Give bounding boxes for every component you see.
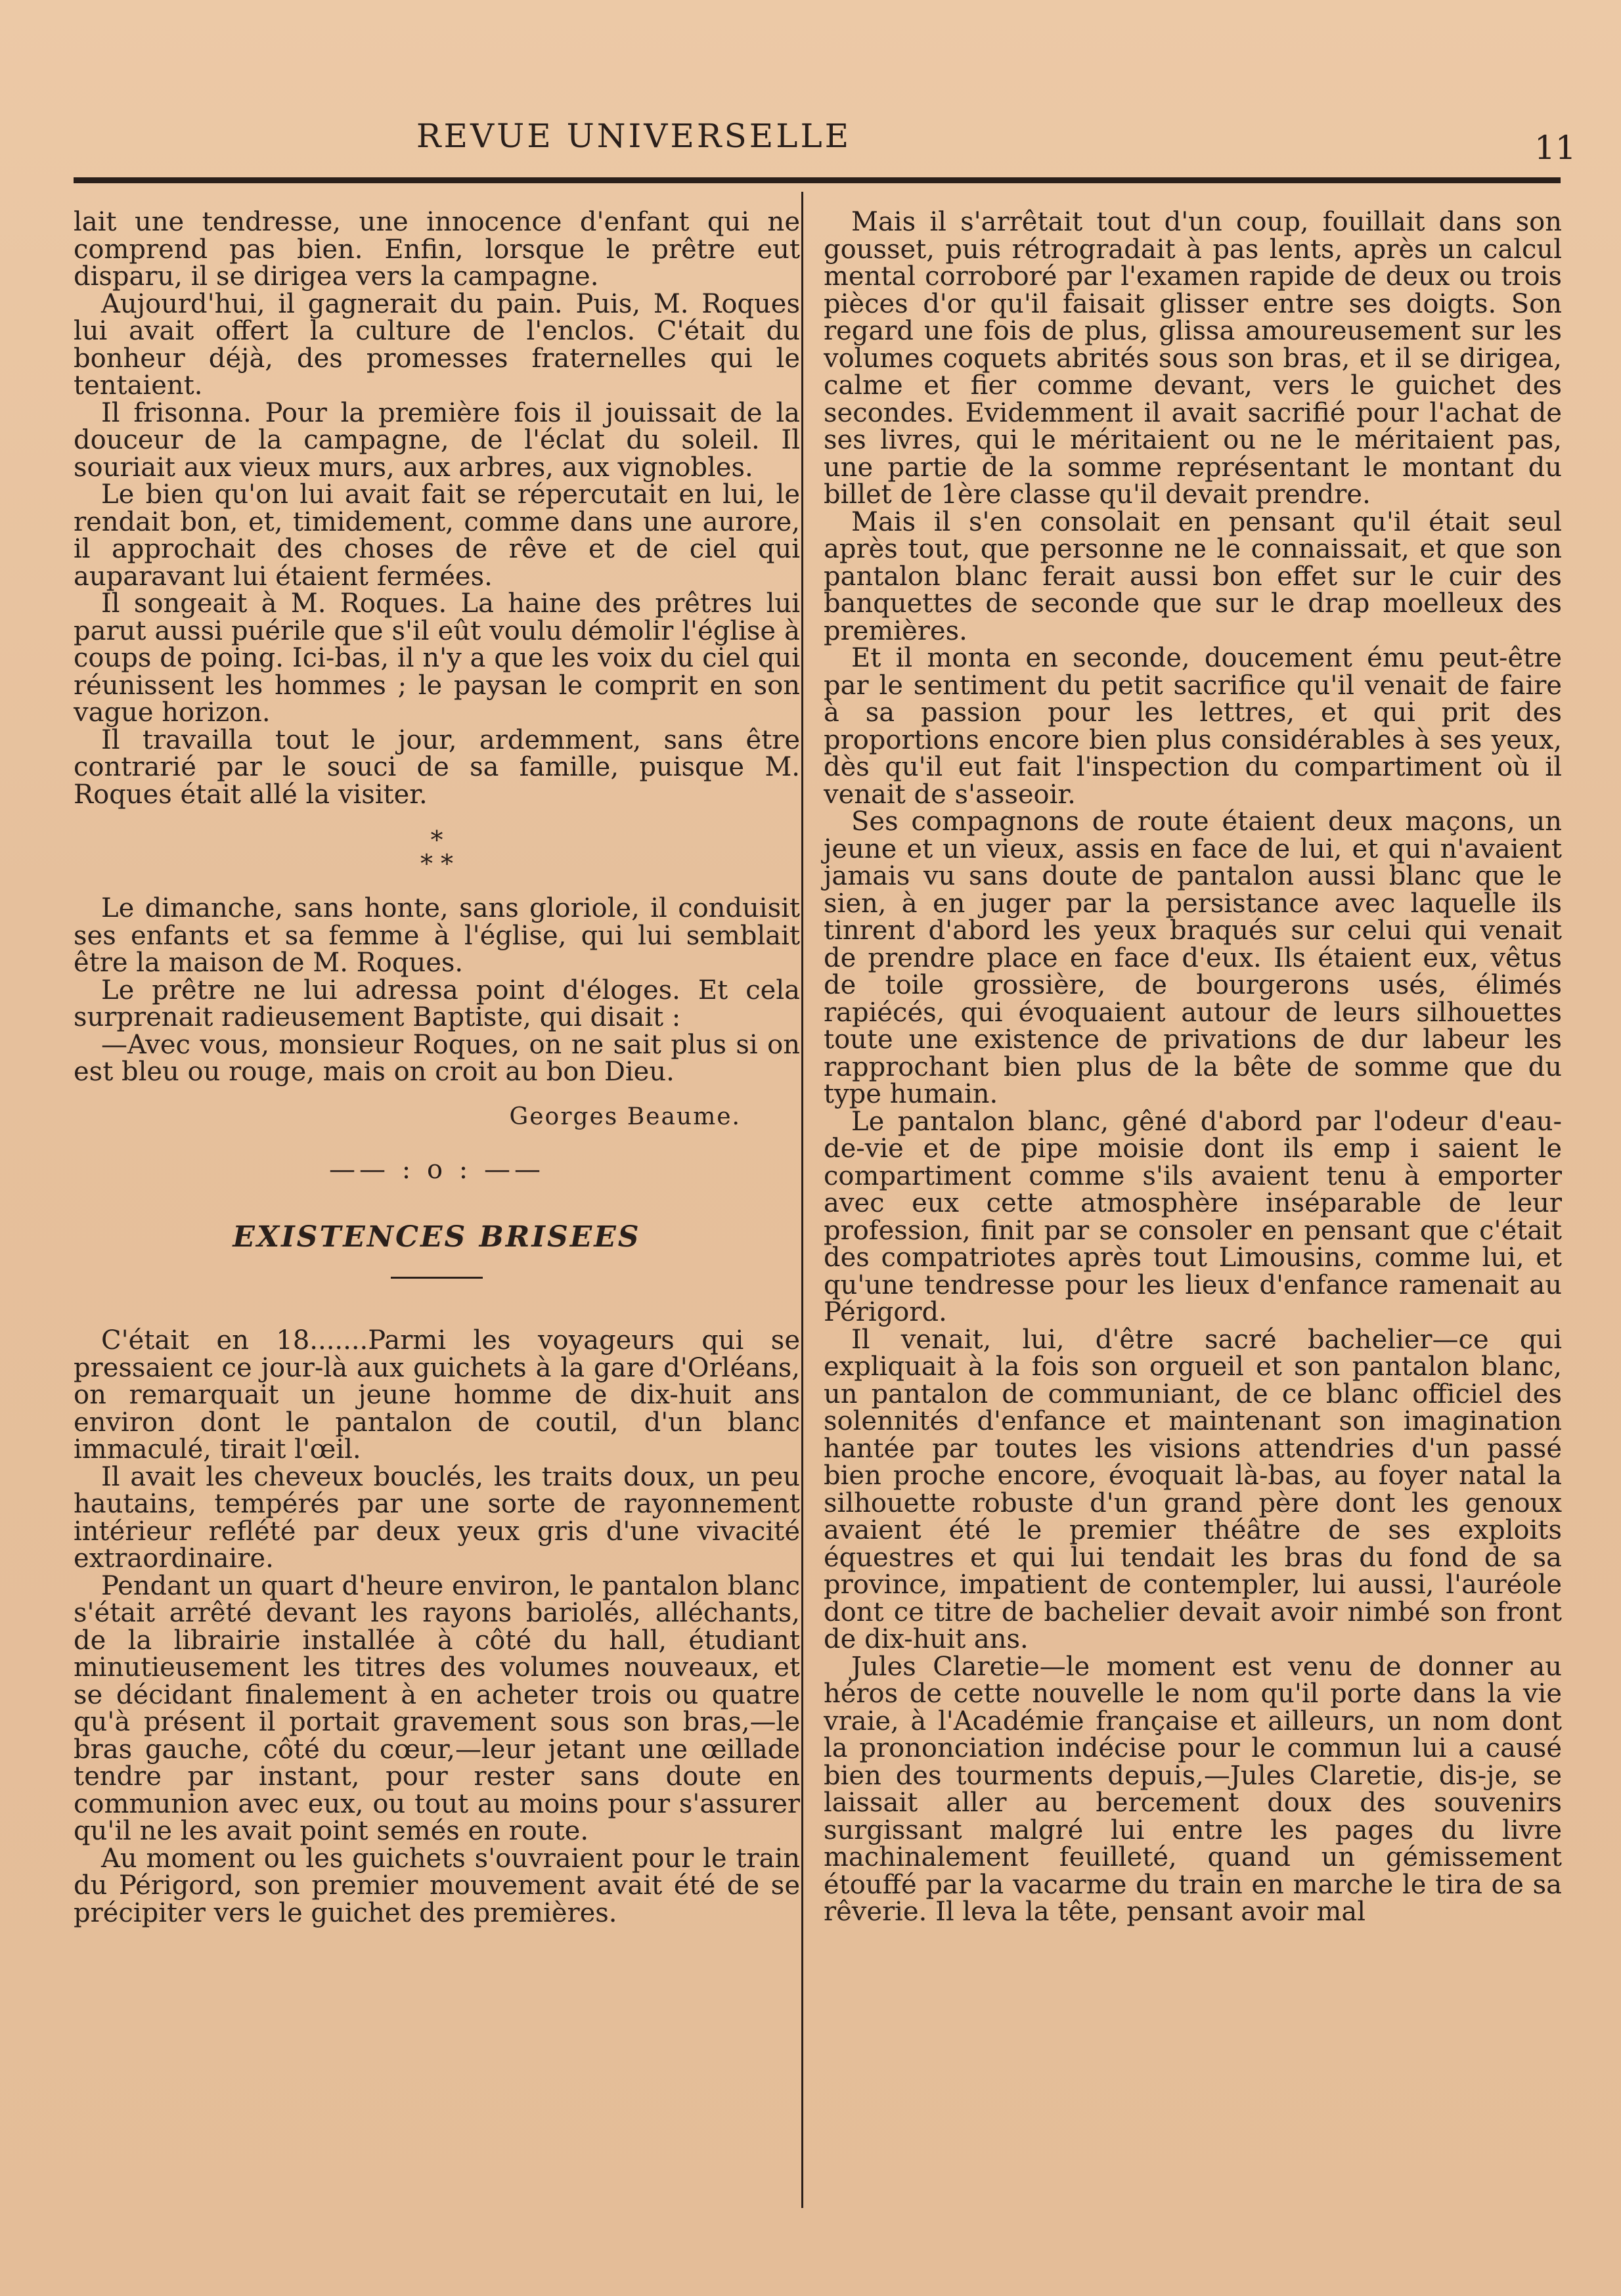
asterism-top: * xyxy=(430,826,443,854)
title-rule xyxy=(391,1277,483,1279)
paragraph: Et il monta en seconde, doucement ému peut-être par le sentiment du petit sacrifice qu'il venait de faire à sa passion pour les lettres, et qui prit des proportions encore bien plus considérables à ses yeux, dès qu'il eut fait l'inspection du compartiment où il venait de s'asseoir. xyxy=(824,643,1562,810)
paragraph: Ses compagnons de route étaient deux maçons, un jeune et un vieux, assis en face de lui, et qui n'avaient jamais vu sans doute de pantalon aussi blanc que le sien, à en juger par la persistance avec laquelle ils tinrent d'abord les yeux braqués sur celui qui venait de prendre place en face d'eux. Ils étaient eux, vêtus de toile grossière, de bourgerons usés, élimés rapiécés, qui évoquaient autour de leurs silhouettes toute une existence de privations de dur labeur les rapprochant bien plus de la bête de somme que du type humain. xyxy=(824,806,1562,1109)
left-column xyxy=(74,209,800,1927)
asterism-bottom: * * xyxy=(420,849,454,878)
paragraph: Le prêtre ne lui adressa point d'éloges. Et cela surprenait radieusement Baptiste, qui disait : xyxy=(74,975,800,1032)
paragraph: Il travailla tout le jour, ardemment, sans être contrarié par le souci de sa famille, puisque M. Roques était allé la visiter. xyxy=(74,724,800,810)
paragraph: Il avait les cheveux bouclés, les traits doux, un peu hautains, tempérés par une sorte de rayonnement intérieur reflété par deux yeux gris d'une vivacité extraordinaire. xyxy=(74,1461,800,1574)
page-title: REVUE UNIVERSELLE xyxy=(416,117,852,155)
paragraph: Au moment ou les guichets s'ouvraient pour le train du Périgord, son premier mouvement avait été de se précipiter vers le guichet des premières. xyxy=(74,1843,800,1928)
paragraph: Le pantalon blanc, gêné d'abord par l'odeur d'eau-de-vie et de pipe moisie dont ils emp i saient le compartiment comme s'ils avaient tenu à emporter avec eux cette atmosphère inséparable de leur profession, finit par se consoler en pensant que c'était des compatriotes après tout Limousins, comme lui, et qu'une tendresse pour les lieux d'enfance ramenait au Périgord. xyxy=(824,1106,1562,1327)
separator: —— : o : —— xyxy=(329,1155,544,1185)
paragraph: Il songeait à M. Roques. La haine des prêtres lui parut aussi puérile que s'il eût voulu démolir l'église à coups de poing. Ici-bas, il n'y a que les voix du ciel qui réunissent les hommes ; le paysan le comprit en son vague horizon. xyxy=(74,588,800,728)
paragraph: Mais il s'arrêtait tout d'un coup, fouillait dans son gousset, puis rétrogradait à pas lents, après un calcul mental corroboré par l'examen rapide de deux ou trois pièces d'or qu'il faisait glisser entre ses doigts. Son regard une fois de plus, glissa amoureusement sur les volumes coquets abrités sous son bras, et il se dirigea, calme et fier comme devant, vers le guichet des secondes. Evidemment il avait sacrifié pour l'achat de ses livres, qui le méritaient ou ne le méritaient pas, une partie de la somme représentant le montant du billet de 1ère classe qu'il devait prendre. xyxy=(824,207,1562,510)
paragraph: Il frisonna. Pour la première fois il jouissait de la douceur de la campagne, de l'éclat du soleil. Il souriait aux vieux murs, aux arbres, aux vignobles. xyxy=(74,397,800,483)
right-column xyxy=(824,209,1562,1926)
author-signature: Georges Beaume. xyxy=(509,1103,741,1130)
paragraph: lait une tendresse, une innocence d'enfant qui ne comprend pas bien. Enfin, lorsque le prêtre eut disparu, il se dirigea vers la campagne. xyxy=(74,207,800,292)
paragraph: Jules Claretie—le moment est venu de donner au héros de cette nouvelle le nom qu'il porte dans la vie vraie, à l'Académie française et ailleurs, un nom dont la prononciation indécise pour le commun lui a causé bien des tourments depuis,—Jules Claretie, dis-je, se laissait aller au bercement doux des souvenirs surgissant malgré lui entre les pages du livre machinalement feuilleté, quand un gémissement étouffé par la vacarme du train en marche le tira de sa rêverie. Il leva la tête, pensant avoir mal xyxy=(824,1651,1562,1927)
column-divider xyxy=(801,192,803,2208)
page-number: 11 xyxy=(1534,129,1576,167)
asterism xyxy=(74,826,800,878)
section-title: EXISTENCES BRISEES xyxy=(233,1220,641,1254)
header-rule xyxy=(74,177,1561,183)
paragraph: Il venait, lui, d'être sacré bachelier—ce qui expliquait à la fois son orgueil et son pantalon blanc, un pantalon de communiant, de ce blanc officiel des solennités d'enfance et maintenant son imagination hantée par toutes les visions attendries d'un passé bien proche encore, évoquait là-bas, au foyer natal la silhouette robuste d'un grand père dont les genoux avaient été le premier théâtre de ses exploits équestres et qui lui tendait les bras du fond de sa province, impatient de contempler, lui aussi, l'auréole dont ce titre de bachelier devait avoir nimbé son front de dix-huit ans. xyxy=(824,1324,1562,1654)
paragraph: —Avec vous, monsieur Roques, on ne sait plus si on est bleu ou rouge, mais on croit au bon Dieu. xyxy=(74,1029,800,1087)
paragraph: Aujourd'hui, il gagnerait du pain. Puis, M. Roques lui avait offert la culture de l'enclos. C'était du bonheur déjà, des promesses fraternelles qui le tentaient. xyxy=(74,288,800,401)
paragraph: Pendant un quart d'heure environ, le pantalon blanc s'était arrêté devant les rayons bariolés, alléchants, de la librairie installée à côté du hall, étudiant minutieusement les titres des volumes nouveaux, et se décidant finalement à en acheter trois ou quatre qu'à présent il portait gravement sous son bras,—le bras gauche, côté du cœur,—leur jetant une œillade tendre par instant, pour rester sans doute en communion avec eux, ou tout au moins pour s'assurer qu'il ne les avait point semés en route. xyxy=(74,1570,800,1846)
paragraph: Le dimanche, sans honte, sans gloriole, il conduisit ses enfants et sa femme à l'église, qui lui semblait être la maison de M. Roques. xyxy=(74,893,800,978)
paragraph: Le bien qu'on lui avait fait se répercutait en lui, le rendait bon, et, timidement, comme dans une aurore, il approchait des choses de rêve et de ciel qui auparavant lui étaient fermées. xyxy=(74,479,800,592)
paragraph: C'était en 18.......Parmi les voyageurs qui se pressaient ce jour-là aux guichets à la gare d'Orléans, on remarquait un jeune homme de dix-huit ans environ dont le pantalon de coutil, d'un blanc immaculé, tirait l'œil. xyxy=(74,1325,800,1465)
paragraph: Mais il s'en consolait en pensant qu'il était seul après tout, que personne ne le connaissait, et que son pantalon blanc ferait aussi bon effet sur le cuir des banquettes de seconde que sur le drap moelleux des premières. xyxy=(824,506,1562,646)
